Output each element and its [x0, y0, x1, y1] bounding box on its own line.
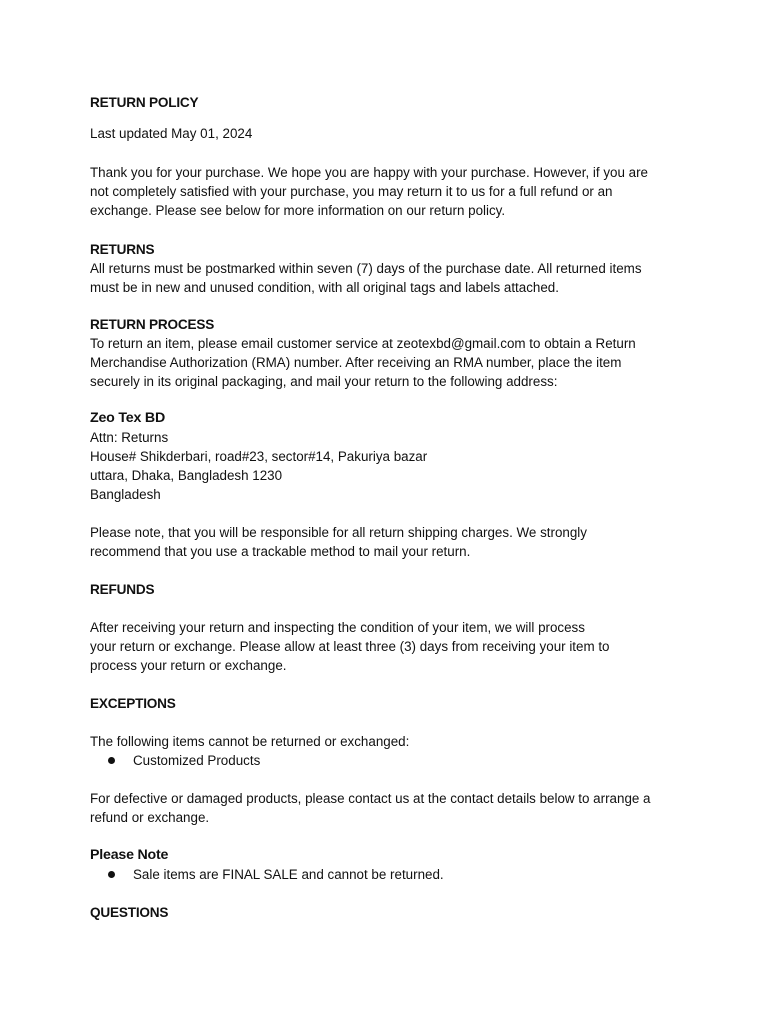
exceptions-heading: EXCEPTIONS: [90, 696, 176, 711]
questions-heading: QUESTIONS: [90, 905, 169, 920]
address-line: House# Shikderbari, road#23, sector#14, Pakuriya bazar: [90, 449, 428, 464]
shipping-note-paragraph: [90, 523, 690, 561]
intro-paragraph: [90, 163, 690, 220]
last-updated: Last updated May 01, 2024: [90, 126, 253, 141]
refunds-line: your return or exchange. Please allow at least three (3) days from receiving your item to: [90, 639, 610, 654]
intro-line: exchange. Please see below for more information on our return policy.: [90, 203, 506, 218]
bullet-icon: [108, 871, 115, 878]
shipping-note-line: Please note, that you will be responsible for all return shipping charges. We strongly: [90, 525, 587, 540]
list-item: [90, 751, 690, 770]
address-company-name: Zeo Tex BD: [90, 410, 165, 426]
return-policy-document: [90, 93, 690, 922]
defective-line: refund or exchange.: [90, 810, 210, 825]
defective-line: For defective or damaged products, please contact us at the contact details below to arrange a: [90, 791, 651, 806]
refunds-heading: REFUNDS: [90, 582, 155, 597]
returns-line: must be in new and unused condition, with all original tags and labels attached.: [90, 280, 559, 295]
return-process-line: Merchandise Authorization (RMA) number. After receiving an RMA number, place the item: [90, 355, 622, 370]
returns-line: All returns must be postmarked within seven (7) days of the purchase date. All returned items: [90, 261, 642, 276]
return-process-line: To return an item, please email customer service at zeotexbd@gmail.com to obtain a Return: [90, 336, 636, 351]
refunds-line: After receiving your return and inspecting the condition of your item, we will process: [90, 620, 585, 635]
bullet-icon: [108, 757, 115, 764]
defective-paragraph: [90, 789, 690, 827]
list-item-text: Sale items are FINAL SALE and cannot be returned.: [133, 867, 444, 882]
list-item-text: Customized Products: [133, 753, 261, 768]
return-process-heading: RETURN PROCESS: [90, 317, 215, 332]
return-process-line: securely in its original packaging, and mail your return to the following address:: [90, 374, 558, 389]
address-line: Attn: Returns: [90, 430, 169, 445]
address-line: Bangladesh: [90, 487, 161, 502]
returns-paragraph: [90, 259, 690, 297]
address-line: uttara, Dhaka, Bangladesh 1230: [90, 468, 283, 483]
exceptions-intro: The following items cannot be returned or exchanged:: [90, 734, 410, 749]
refunds-paragraph: [90, 618, 690, 675]
returns-heading: RETURNS: [90, 242, 155, 257]
shipping-note-line: recommend that you use a trackable method to mail your return.: [90, 544, 471, 559]
intro-line: Thank you for your purchase. We hope you are happy with your purchase. However, if you are: [90, 165, 648, 180]
refunds-line: process your return or exchange.: [90, 658, 287, 673]
please-note-heading: Please Note: [90, 847, 169, 863]
list-item: [90, 865, 690, 884]
return-address: [90, 428, 690, 504]
intro-line: not completely satisfied with your purchase, you may return it to us for a full refund or an: [90, 184, 613, 199]
page-title: RETURN POLICY: [90, 95, 199, 110]
return-process-paragraph: [90, 334, 690, 391]
